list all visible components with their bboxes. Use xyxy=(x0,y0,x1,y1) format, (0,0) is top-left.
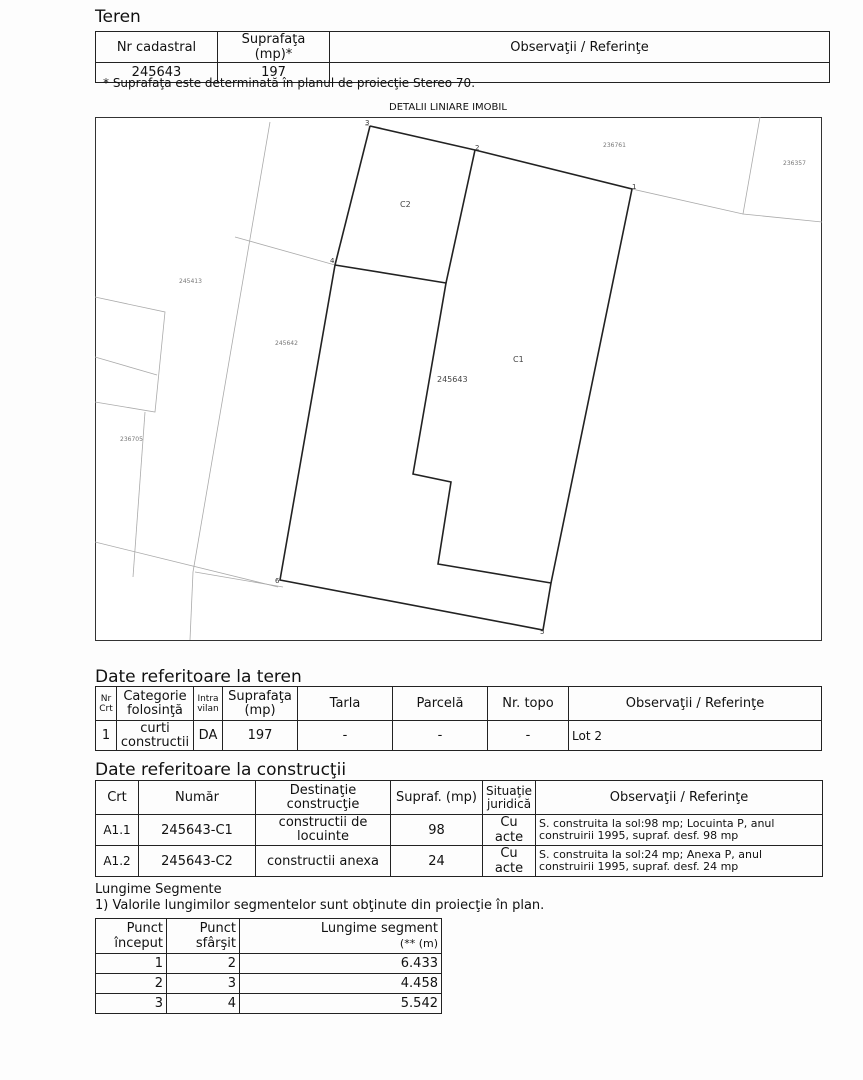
cell-suprafata-teren: 197 xyxy=(223,721,298,751)
cell-nr-topo: - xyxy=(488,721,569,751)
date-constructii-title: Date referitoare la construcţii xyxy=(95,760,347,780)
cell-categorie: curti constructii xyxy=(117,721,194,751)
point-1-label: 1 xyxy=(632,183,637,191)
point-4-label: 4 xyxy=(330,257,335,265)
c2-label: C2 xyxy=(400,200,411,209)
header-observatii-teren: Observaţii / Referinţe xyxy=(569,687,822,721)
teren-footnote: * Suprafaţa este determinată în planul de proiecţie Stereo 70. xyxy=(103,76,476,90)
header-nr-topo: Nr. topo xyxy=(488,687,569,721)
cell-situatie: Cu acte xyxy=(483,846,536,877)
header-punct-inceput: Punct început xyxy=(96,919,167,954)
cell-observatii-teren: Lot 2 xyxy=(569,721,822,751)
date-teren-title: Date referitoare la teren xyxy=(95,667,302,687)
table-row xyxy=(96,954,442,974)
date-constructii-table xyxy=(95,780,823,877)
cell-situatie: Cu acte xyxy=(483,815,536,846)
header-tarla: Tarla xyxy=(298,687,393,721)
cell-tarla: - xyxy=(298,721,393,751)
point-2-label: 2 xyxy=(475,144,480,152)
cell-intravilan: DA xyxy=(194,721,223,751)
cell-supraf: 98 xyxy=(391,815,483,846)
cell-crt: 1 xyxy=(96,721,117,751)
table-row xyxy=(96,994,442,1014)
cell-punct-inceput: 3 xyxy=(96,994,167,1014)
neighbor-245642-label: 245642 xyxy=(275,340,298,347)
table-row xyxy=(96,815,823,846)
table-row xyxy=(96,846,823,877)
cell-lungime: 4.458 xyxy=(240,974,442,994)
header-situatie: Situaţie juridică xyxy=(483,781,536,815)
cell-punct-sfarsit: 2 xyxy=(167,954,240,974)
point-6-label: 6 xyxy=(275,577,280,585)
header-nr-cadastral: Nr cadastral xyxy=(96,32,218,63)
c1-label: C1 xyxy=(513,355,524,364)
cell-punct-sfarsit: 3 xyxy=(167,974,240,994)
header-punct-sfarsit: Punct sfârşit xyxy=(167,919,240,954)
cell-suprafata: 197 xyxy=(218,63,330,83)
cell-punct-sfarsit: 4 xyxy=(167,994,240,1014)
date-teren-table xyxy=(95,686,822,751)
cell-lungime: 5.542 xyxy=(240,994,442,1014)
header-supraf: Supraf. (mp) xyxy=(391,781,483,815)
neighbor-245413-label: 245413 xyxy=(179,278,202,285)
segmente-table xyxy=(95,918,442,1014)
header-crt: Crt xyxy=(96,781,139,815)
cell-destinatie: constructii de locuinte xyxy=(256,815,391,846)
table-row xyxy=(96,721,822,751)
point-3-label: 3 xyxy=(365,119,370,127)
header-observatii: Observaţii / Referinţe xyxy=(330,32,830,63)
cell-numar: 245643-C2 xyxy=(139,846,256,877)
parcel-plan xyxy=(95,117,822,641)
plan-title: DETALII LINIARE IMOBIL xyxy=(389,102,507,113)
header-lungime xyxy=(240,919,442,954)
neighbor-236761-label: 236761 xyxy=(603,142,626,149)
header-suprafata: Suprafaţa (mp)* xyxy=(218,32,330,63)
cell-crt: A1.2 xyxy=(96,846,139,877)
neighbor-236705-label: 236705 xyxy=(120,436,143,443)
header-nr-crt: Nr Crt xyxy=(96,687,117,721)
cell-punct-inceput: 1 xyxy=(96,954,167,974)
cell-lungime: 6.433 xyxy=(240,954,442,974)
segmente-note: 1) Valorile lungimilor segmentelor sunt obţinute din proiecţie în plan. xyxy=(95,898,545,913)
cell-observatii-constr: S. construita la sol:24 mp; Anexa P, anul construirii 1995, supraf. desf. 24 mp xyxy=(536,846,823,877)
cell-nr-cadastral: 245643 xyxy=(96,63,218,83)
point-5-label: 5 xyxy=(540,628,545,636)
segmente-title: Lungime Segmente xyxy=(95,882,222,897)
header-intravilan: Intra vilan xyxy=(194,687,223,721)
header-lungime-unit: (** (m) xyxy=(399,937,438,950)
cell-observatii-constr: S. construita la sol:98 mp; Locuinta P, anul construirii 1995, supraf. desf. 98 mp xyxy=(536,815,823,846)
neighbor-236357-label: 236357 xyxy=(783,160,806,167)
header-lungime-label: Lungime segment xyxy=(320,921,438,936)
header-suprafata-teren: Suprafaţa (mp) xyxy=(223,687,298,721)
header-categorie: Categorie folosinţă xyxy=(117,687,194,721)
cell-parcela: - xyxy=(393,721,488,751)
header-destinatie: Destinaţie construcţie xyxy=(256,781,391,815)
cell-destinatie: constructii anexa xyxy=(256,846,391,877)
cell-numar: 245643-C1 xyxy=(139,815,256,846)
teren-title: Teren xyxy=(95,7,141,27)
cell-crt: A1.1 xyxy=(96,815,139,846)
table-row xyxy=(96,974,442,994)
header-numar: Număr xyxy=(139,781,256,815)
cell-punct-inceput: 2 xyxy=(96,974,167,994)
parcel-number-label: 245643 xyxy=(437,375,468,384)
header-parcela: Parcelă xyxy=(393,687,488,721)
header-observatii-constr: Observaţii / Referinţe xyxy=(536,781,823,815)
cell-supraf: 24 xyxy=(391,846,483,877)
